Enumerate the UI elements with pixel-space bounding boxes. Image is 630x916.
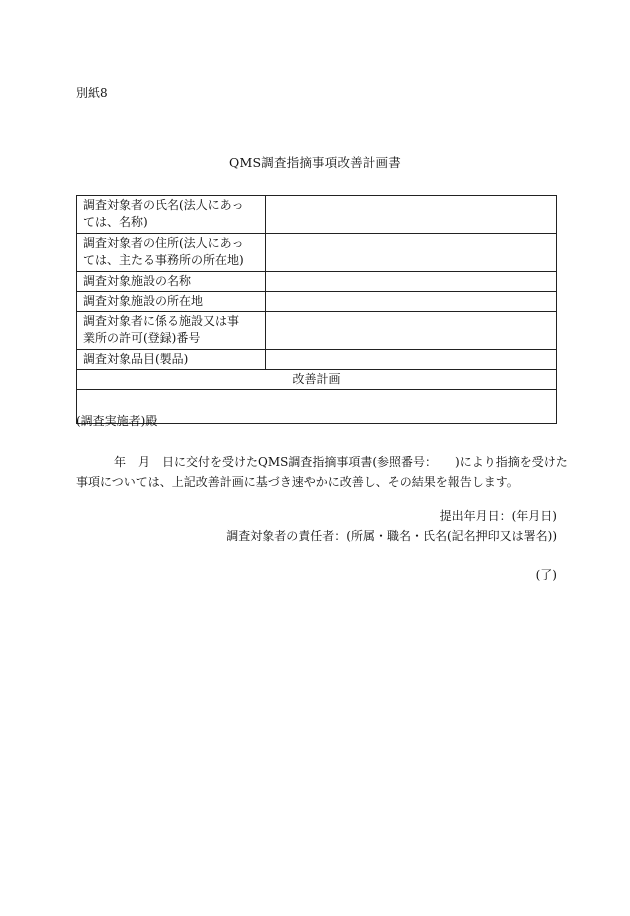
facility-location-value	[266, 292, 557, 312]
license-number-value	[266, 312, 557, 350]
respondent-address-value	[266, 234, 557, 272]
addressee: (調査実施者)殿	[76, 414, 158, 428]
table-row	[77, 234, 557, 272]
table-row	[77, 312, 557, 350]
annex-label: 別紙8	[76, 86, 108, 100]
table-row	[77, 272, 557, 292]
improvement-plan-table	[76, 195, 557, 424]
report-body	[76, 452, 568, 492]
respondent-name-value	[266, 196, 557, 234]
improvement-plan-header: 改善計画	[77, 370, 557, 390]
report-body-line: 年 月 日に交付を受けたQMS調査指摘事項書(参照番号： )により指摘を受けた	[114, 455, 568, 469]
table-row	[77, 350, 557, 370]
responsible-person: 調査対象者の責任者：(所属・職名・氏名(記名押印又は署名))	[226, 529, 557, 543]
respondent-address-label: 調査対象者の住所(法人にあっ ては、主たる事務所の所在地)	[77, 234, 266, 272]
table-row	[77, 196, 557, 234]
table-row	[77, 370, 557, 390]
submission-date: 提出年月日：(年月日)	[439, 509, 557, 523]
facility-location-label: 調査対象施設の所在地	[77, 292, 266, 312]
product-value	[266, 350, 557, 370]
respondent-name-label: 調査対象者の氏名(法人にあっ ては、名称)	[77, 196, 266, 234]
facility-name-label: 調査対象施設の名称	[77, 272, 266, 292]
closing-mark: (了)	[535, 568, 557, 582]
report-body-line: 事項については、上記改善計画に基づき速やかに改善し、その結果を報告します。	[76, 475, 519, 489]
document-title: QMS調査指摘事項改善計画書	[229, 155, 401, 170]
license-number-label: 調査対象者に係る施設又は事 業所の許可(登録)番号	[77, 312, 266, 350]
facility-name-value	[266, 272, 557, 292]
table-row	[77, 292, 557, 312]
product-label: 調査対象品目(製品)	[77, 350, 266, 370]
